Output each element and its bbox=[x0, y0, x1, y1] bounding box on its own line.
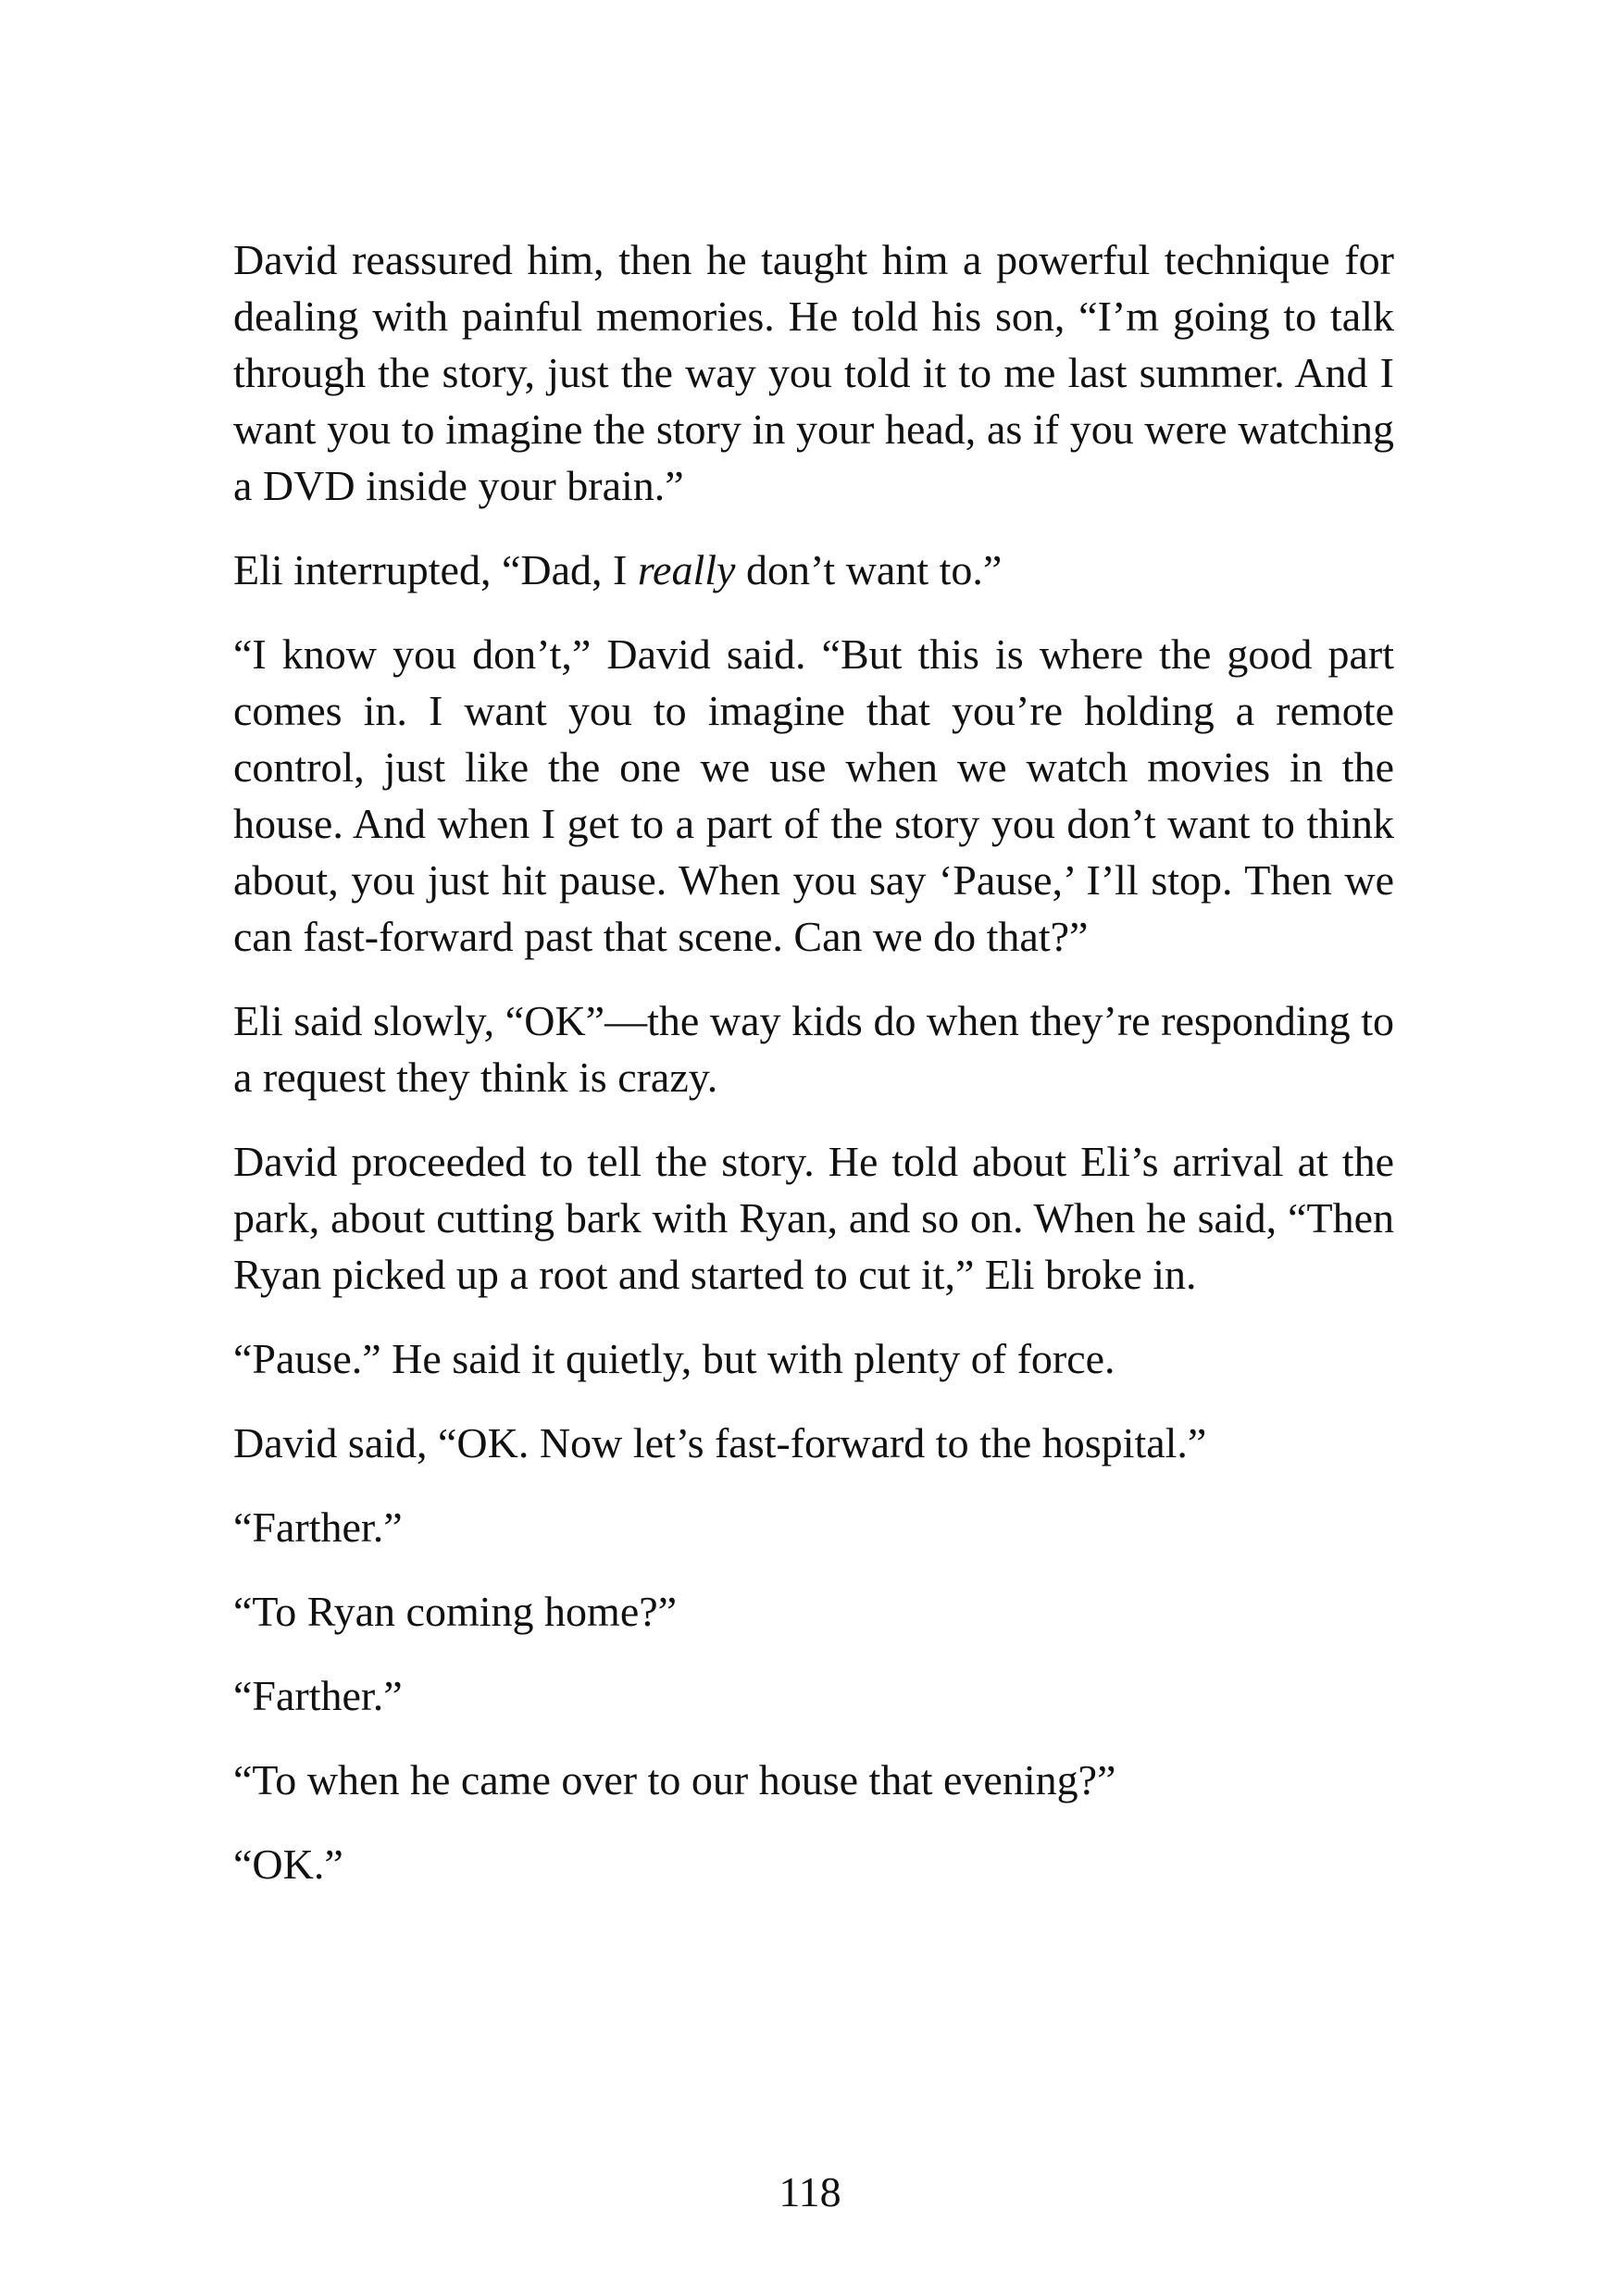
page-number: 118 bbox=[779, 2168, 841, 2215]
paragraph-3: “I know you don’t,” David said. “But this is where the good part comes in. I want you to imagine that you’re holding a remote control, just like the one we use when we watch movies in the house. And when I get to a part of the story you don’t want to think about, you just hit pause. When you say ‘Pause,’ I’ll stop. Then we can fast-forward past that scene. Can we do that?” bbox=[233, 630, 1394, 960]
paragraph-7: David said, “OK. Now let’s fast-forward to the hospital.” bbox=[233, 1419, 1207, 1466]
paragraph-4: Eli said slowly, “OK”—the way kids do when they’re responding to a request they think is crazy. bbox=[233, 997, 1394, 1101]
paragraph-10: “Farther.” bbox=[233, 1672, 403, 1719]
emphasized-word: really bbox=[637, 546, 736, 593]
paragraph-9: “To Ryan coming home?” bbox=[233, 1588, 678, 1635]
body-text bbox=[233, 231, 1394, 1920]
paragraph-5: David proceeded to tell the story. He told about Eli’s arrival at the park, about cutting bark with Ryan, and so on. When he said, “Then Ryan picked up a root and started to cut it,” Eli broke in. bbox=[233, 1138, 1394, 1298]
paragraph-1: David reassured him, then he taught him a powerful technique for dealing with painful memories. He told his son, “I’m going to talk through the story, just the way you told it to me last summer. And I want you to imagine the story in your head, as if you were watching a DVD inside your brain.” bbox=[233, 236, 1394, 509]
paragraph-2-start: Eli interrupted, “Dad, I bbox=[233, 546, 638, 593]
paragraph-6: “Pause.” He said it quietly, but with plenty of force. bbox=[233, 1335, 1115, 1382]
paragraph-2-end: don’t want to.” bbox=[735, 546, 1003, 593]
paragraph-11: “To when he came over to our house that evening?” bbox=[233, 1756, 1116, 1803]
paragraph-8: “Farther.” bbox=[233, 1504, 403, 1551]
paragraph-2 bbox=[233, 542, 1394, 598]
paragraph-12: “OK.” bbox=[233, 1841, 343, 1888]
